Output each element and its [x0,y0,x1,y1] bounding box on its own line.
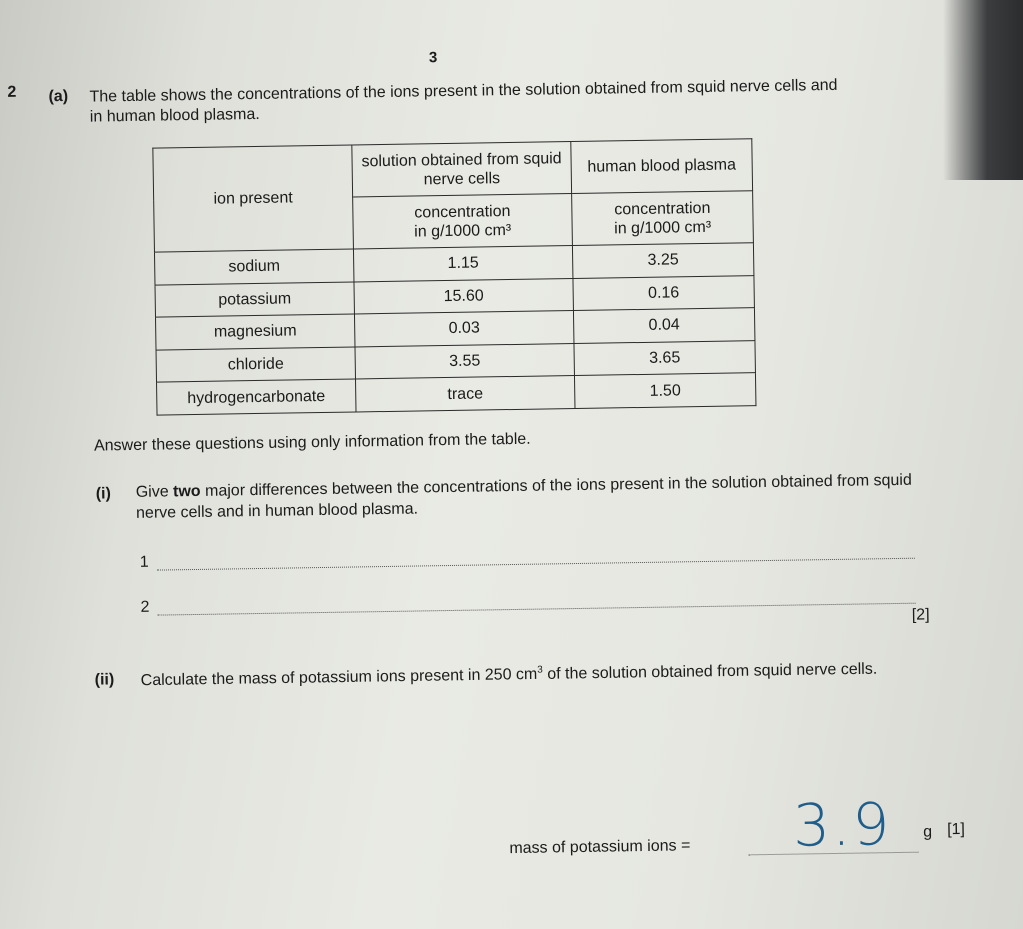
page-number: 3 [428,49,438,67]
handwritten-answer: 3.9 [792,790,892,860]
answer-line-1[interactable] [157,558,915,571]
qi-text-after: major differences between the concentrations of the ions present in the solution obtained from squid nerve cells and in human blood plasma. [135,471,912,522]
squid-value: trace [356,376,575,412]
col-header-ion: ion present [153,145,354,252]
subheader-squid-line1: concentration [414,202,511,222]
instruction-text: Answer these questions using only information from the table. [93,430,531,455]
subquestion-i-label: (i) [95,485,112,503]
subquestion-i-text [136,470,917,524]
qii-superscript: 3 [537,664,543,676]
subheader-blood-line2: in g/1000 cm³ [614,218,712,237]
part-label: (a) [48,87,69,106]
answer-line-2-number: 2 [140,598,150,616]
blood-value: 0.04 [573,308,754,343]
qi-text-bold: two [172,482,201,501]
marks-ii: [1] [947,820,966,839]
subheader-squid-line2: in g/1000 cm³ [414,221,512,241]
col-header-blood: human blood plasma [571,139,753,194]
blood-value: 0.16 [573,275,754,310]
subheader-squid [353,194,573,249]
intro-text: The table shows the concentrations of the ions present in the solution obtained from squid nerve cells and in human blood plasma. [89,76,838,126]
col-header-squid: solution obtained from squid nerve cells [352,142,572,197]
subquestion-ii-label: (ii) [94,671,115,689]
blood-value: 3.25 [572,243,753,278]
question-number: 2 [7,83,17,101]
squid-value: 1.15 [353,246,572,282]
ion-name: magnesium [156,314,355,350]
subheader-blood [572,191,754,246]
blood-value: 3.65 [574,340,755,375]
ion-name: hydrogencarbonate [157,379,356,415]
blood-value: 1.50 [574,373,755,408]
ion-concentration-table [152,138,756,415]
squid-value: 0.03 [354,311,573,347]
qii-text-after: of the solution obtained from squid nerve cells. [542,660,878,683]
answer-label: mass of potassium ions = [509,837,691,858]
answer-line-1-number: 1 [139,553,149,571]
answer-line-2[interactable] [158,603,916,616]
squid-value: 3.55 [355,343,574,379]
qii-text-before: Calculate the mass of potassium ions present in 250 cm [140,665,538,690]
qi-text-before: Give [135,483,174,501]
squid-value: 15.60 [354,278,573,314]
subheader-blood-line1: concentration [614,199,711,218]
subquestion-ii-text [140,653,940,692]
answer-unit: g [923,823,933,841]
ion-name: chloride [156,347,355,383]
ion-name: potassium [155,282,354,318]
marks-i: [2] [911,606,930,624]
ion-name: sodium [154,249,353,285]
